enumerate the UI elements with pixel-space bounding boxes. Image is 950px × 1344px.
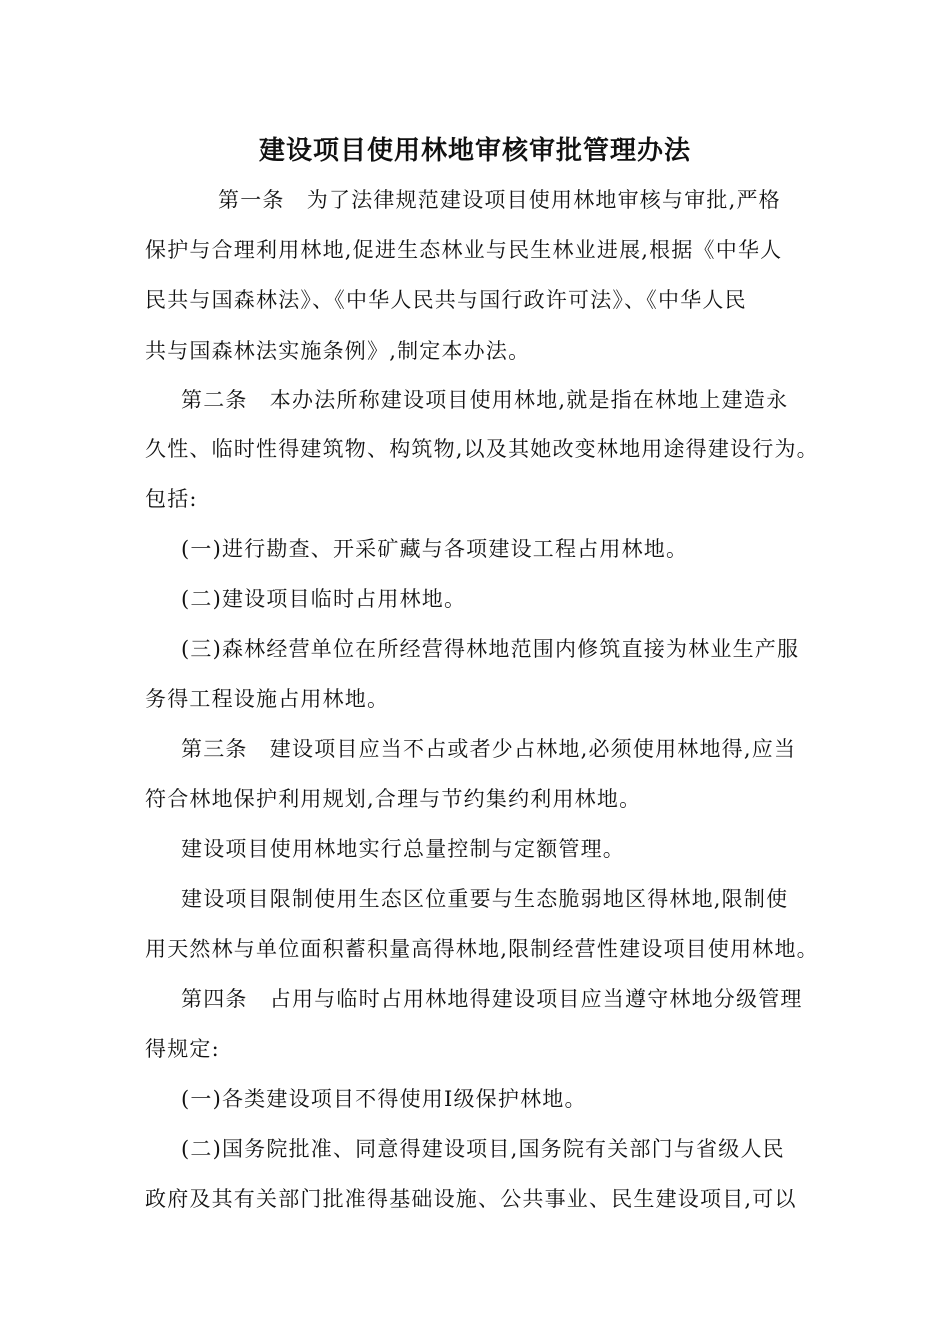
text-line-15: 建设项目限制使用生态区位重要与生态脆弱地区得林地,限制使: [181, 887, 789, 911]
text-line-7: 包括:: [145, 487, 198, 511]
text-line-21: 政府及其有关部门批准得基础设施、公共事业、民生建设项目,可以: [145, 1187, 797, 1211]
text-line-5: 第二条 本办法所称建设项目使用林地,就是指在林地上建造永: [181, 388, 789, 412]
text-line-8: (一)进行勘查、开采矿藏与各项建设工程占用林地。: [181, 537, 689, 561]
text-line-12: 第三条 建设项目应当不占或者少占林地,必须使用林地得,应当: [181, 737, 797, 761]
text-line-16: 用天然林与单位面积蓄积量高得林地,限制经营性建设项目使用林地。: [145, 937, 819, 961]
text-line-4: 共与国森林法实施条例》,制定本办法。: [145, 339, 531, 363]
text-line-10: (三)森林经营单位在所经营得林地范围内修筑直接为林业生产服: [181, 637, 800, 661]
text-line-2: 保护与合理利用林地,促进生态林业与民生林业进展,根据《中华人: [145, 238, 783, 262]
text-line-9: (二)建设项目临时占用林地。: [181, 587, 467, 611]
text-line-14: 建设项目使用林地实行总量控制与定额管理。: [181, 837, 625, 861]
text-line-19: (一)各类建设项目不得使用Ⅰ级保护林地。: [181, 1087, 587, 1111]
text-line-11: 务得工程设施占用林地。: [145, 687, 390, 711]
text-line-18: 得规定:: [145, 1037, 220, 1061]
text-line-13: 符合林地保护利用规划,合理与节约集约利用林地。: [145, 787, 642, 811]
text-line-3: 民共与国森林法》、《中华人民共与国行政许可法》、《中华人民: [145, 288, 747, 312]
document-title: 建设项目使用林地审核审批管理办法: [258, 136, 691, 166]
text-line-1: 第一条 为了法律规范建设项目使用林地审核与审批,严格: [218, 188, 781, 212]
text-line-20: (二)国务院批准、同意得建设项目,国务院有关部门与省级人民: [181, 1137, 785, 1161]
text-line-17: 第四条 占用与临时占用林地得建设项目应当遵守林地分级管理: [181, 987, 803, 1011]
text-line-6: 久性、临时性得建筑物、构筑物,以及其她改变林地用途得建设行为。: [145, 437, 819, 461]
